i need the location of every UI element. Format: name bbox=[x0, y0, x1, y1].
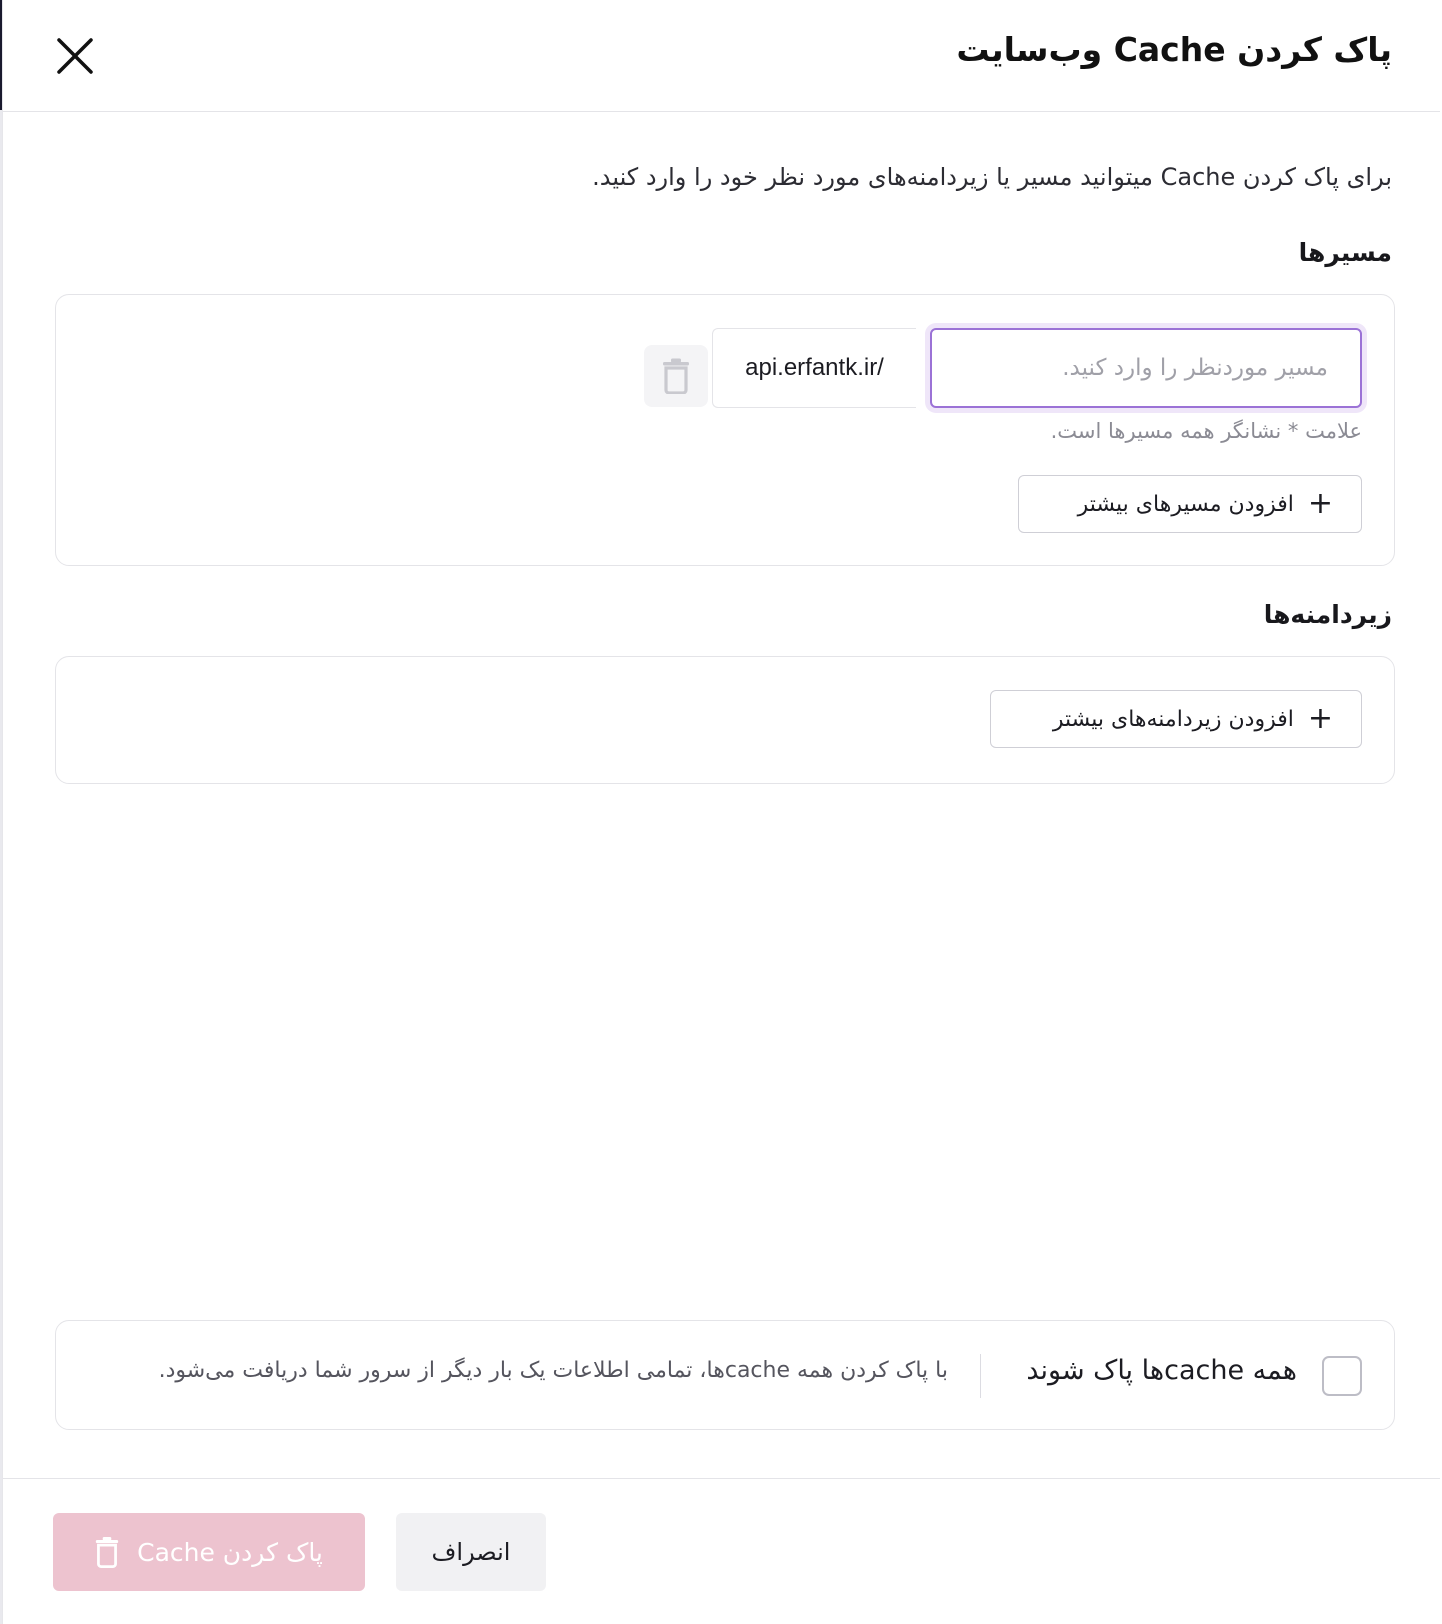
divider bbox=[980, 1354, 982, 1398]
paths-card bbox=[55, 294, 1395, 566]
purge-all-description: با پاک کردن همه cacheها، تمامی اطلاعات یک بار دیگر از سرور شما دریافت می‌شود. bbox=[158, 1358, 948, 1383]
add-subdomains-label: افزودن زیردامنه‌های بیشتر bbox=[1052, 706, 1294, 732]
paths-hint: علامت * نشانگر همه مسیرها است. bbox=[1050, 419, 1362, 443]
purge-cache-button[interactable] bbox=[53, 1513, 365, 1591]
plus-icon: + bbox=[1307, 701, 1333, 736]
trash-icon bbox=[662, 358, 690, 394]
add-paths-button[interactable] bbox=[1018, 475, 1362, 533]
cancel-button[interactable]: انصراف bbox=[396, 1513, 546, 1591]
close-icon bbox=[55, 36, 95, 76]
dialog-title: پاک کردن Cache وب‌سایت bbox=[956, 30, 1392, 69]
dialog-intro: برای پاک کردن Cache میتوانید مسیر یا زیردامنه‌های مورد نظر خود را وارد کنید. bbox=[592, 163, 1392, 191]
subdomains-section-label: زیردامنه‌ها bbox=[1263, 600, 1392, 629]
domain-prefix: api.erfantk.ir/ bbox=[712, 328, 916, 408]
delete-path-button[interactable] bbox=[644, 345, 708, 407]
path-input[interactable] bbox=[930, 328, 1362, 408]
purge-cache-label: پاک کردن Cache bbox=[137, 1537, 323, 1567]
add-paths-label: افزودن مسیرهای بیشتر bbox=[1077, 491, 1294, 517]
paths-section-label: مسیرها bbox=[1298, 238, 1392, 267]
purge-all-card bbox=[55, 1320, 1395, 1430]
dialog-footer bbox=[3, 1478, 1440, 1624]
purge-all-checkbox[interactable] bbox=[1322, 1356, 1362, 1396]
add-subdomains-button[interactable] bbox=[990, 690, 1362, 748]
subdomains-card bbox=[55, 656, 1395, 784]
purge-all-label[interactable]: همه cacheها پاک شوند bbox=[1026, 1355, 1297, 1386]
dialog-header bbox=[3, 0, 1440, 112]
trash-icon bbox=[95, 1536, 119, 1568]
plus-icon: + bbox=[1307, 486, 1333, 521]
close-button[interactable] bbox=[55, 36, 95, 76]
purge-cache-dialog bbox=[2, 0, 1440, 1624]
